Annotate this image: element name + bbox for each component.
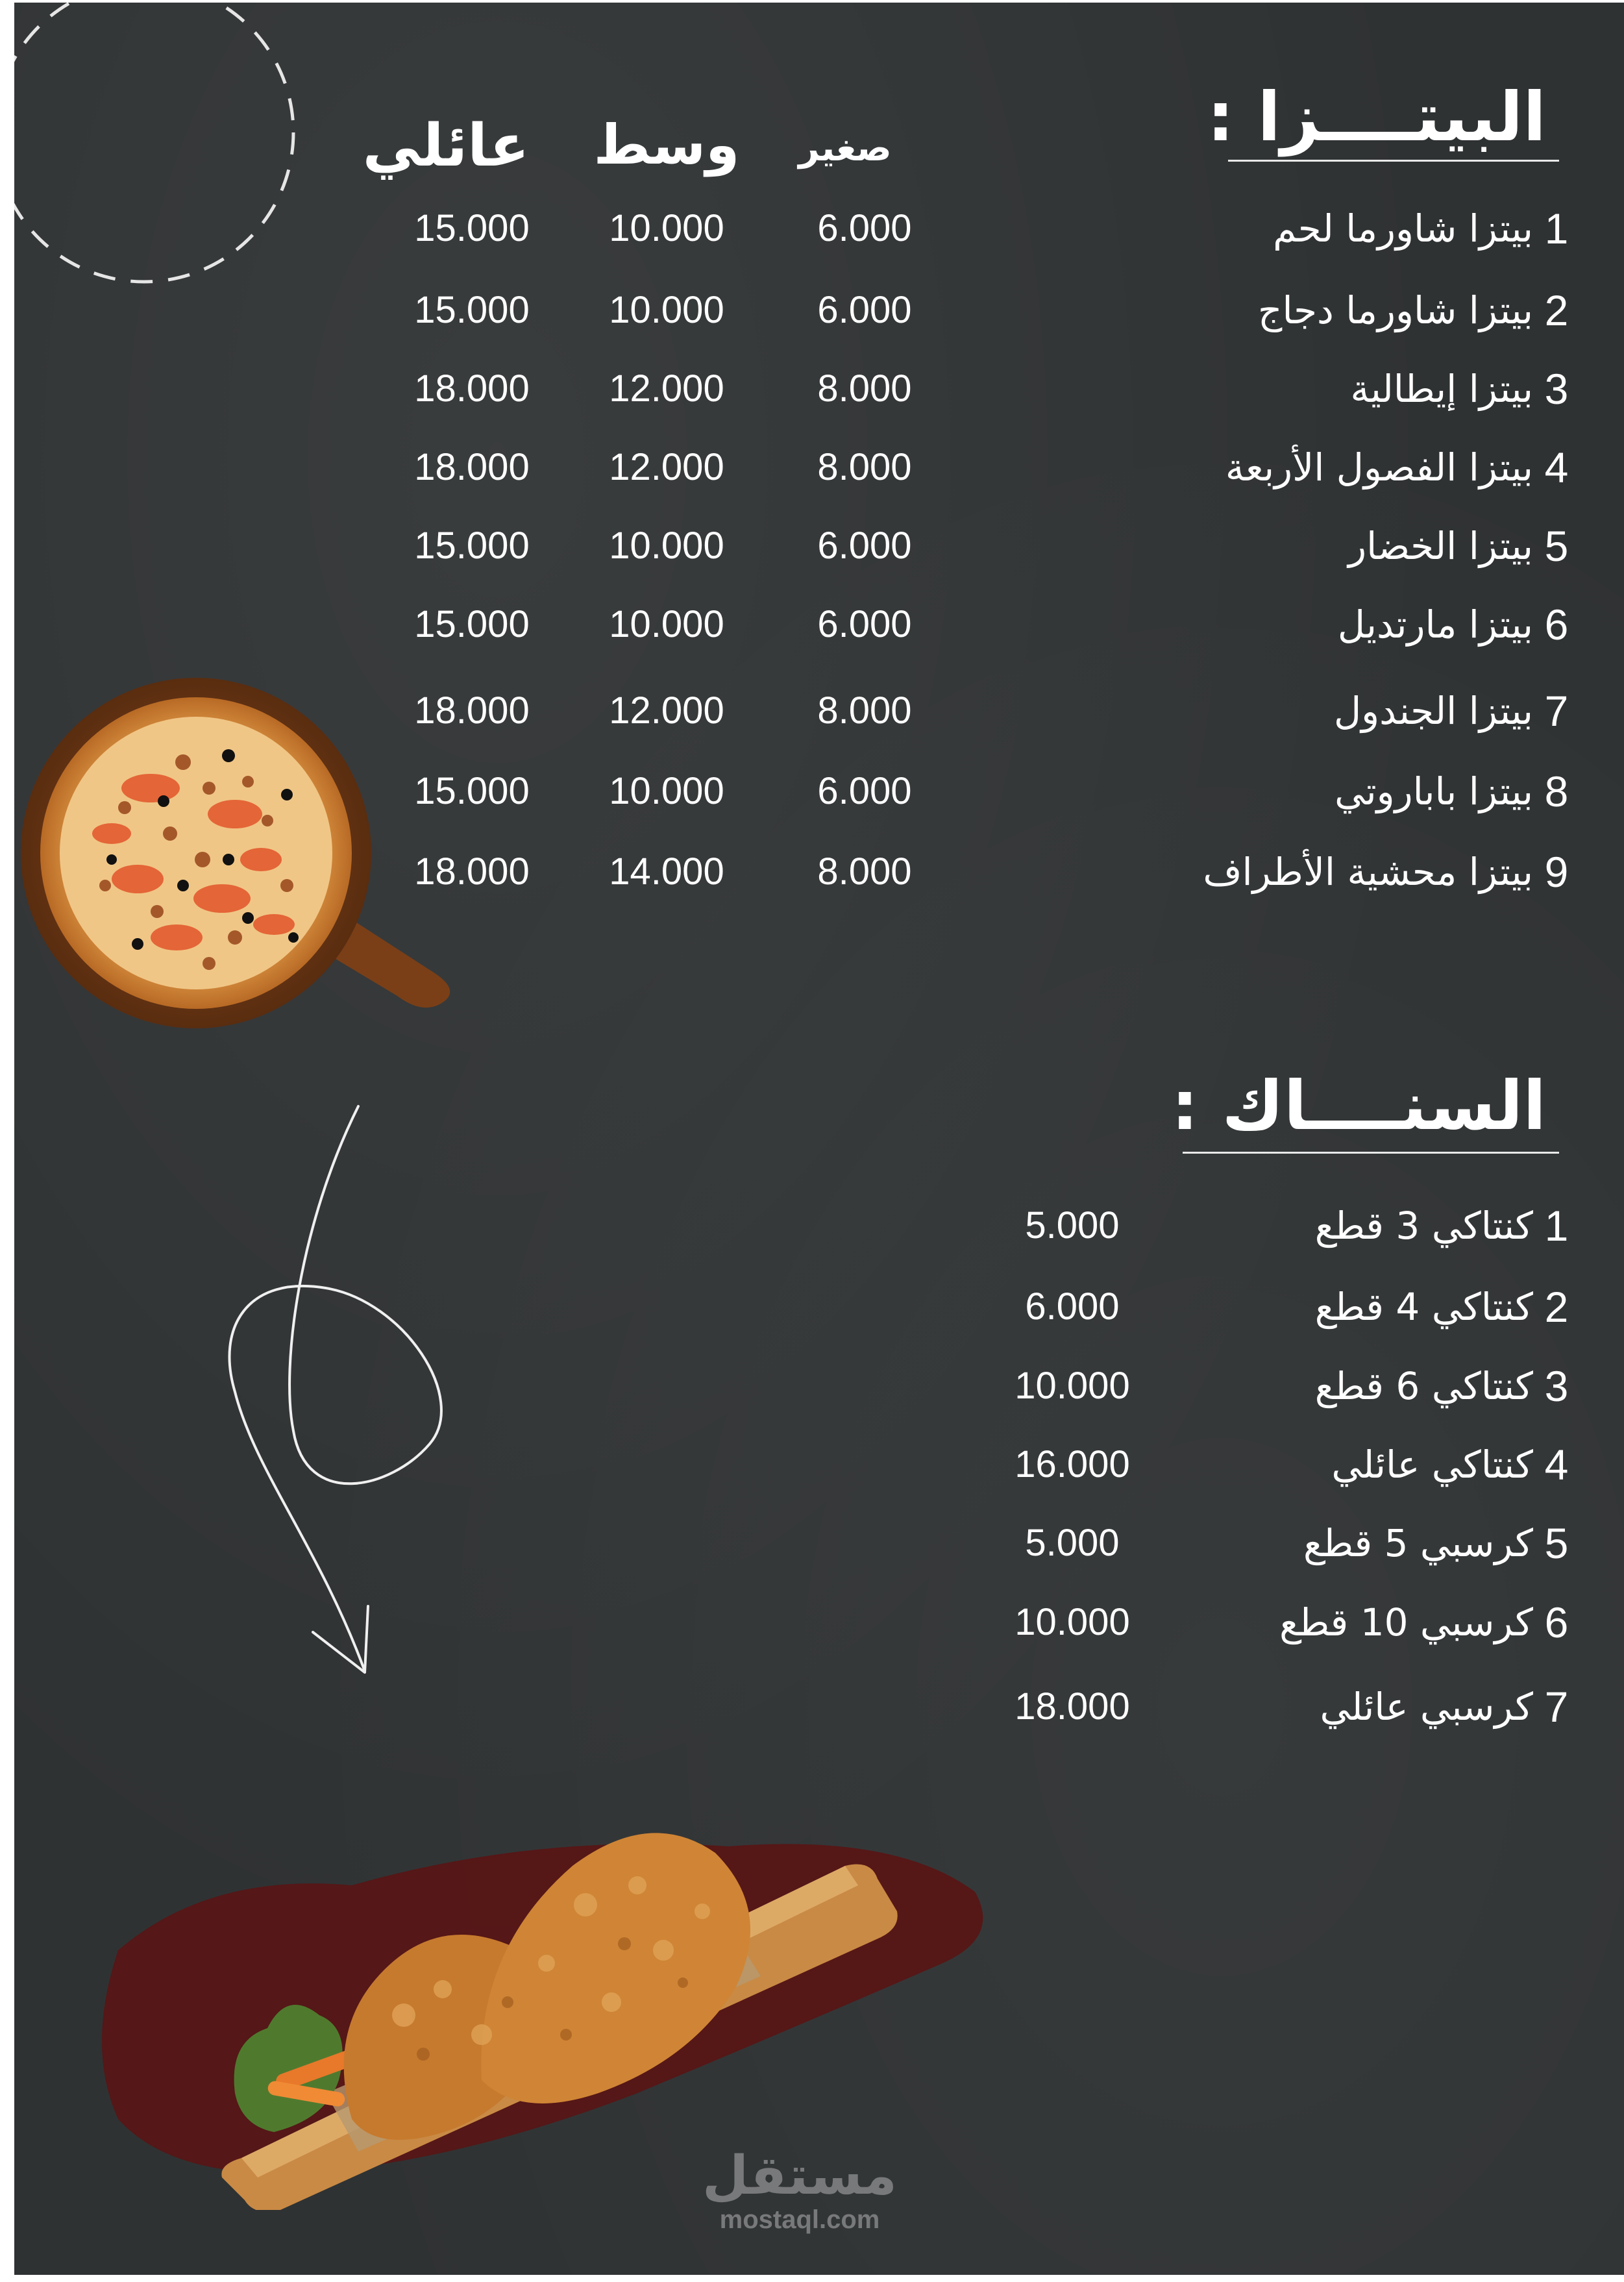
snack-section-title: السنــــاك :: [1171, 1066, 1546, 1145]
price-family: 18.000: [414, 689, 530, 732]
price-small: 6.000: [817, 289, 912, 331]
price-small: 8.000: [817, 689, 912, 732]
item-number: 6: [1544, 1598, 1569, 1646]
pizza-item-name: بيتزا الفصول الأربعة: [1225, 445, 1533, 490]
price-medium: 10.000: [609, 207, 724, 249]
pizza-item-name: بيتزا مارتديل: [1337, 602, 1533, 647]
price-medium: 14.000: [609, 850, 724, 893]
price-small: 6.000: [817, 603, 912, 645]
price-family: 18.000: [414, 367, 530, 410]
snack-title-underline: [1183, 1152, 1559, 1154]
menu-poster: [14, 3, 1624, 2275]
price-family: 15.000: [414, 770, 530, 812]
price-small: 6.000: [817, 770, 912, 812]
item-number: 5: [1544, 522, 1569, 570]
pizza-item-name: بيتزا الخضار: [1348, 524, 1533, 568]
price-small: 6.000: [817, 525, 912, 567]
item-number: 3: [1544, 365, 1569, 413]
price-family: 15.000: [414, 603, 530, 645]
watermark-url: mostaql.com: [719, 2205, 880, 2234]
price-small: 6.000: [817, 207, 912, 249]
price-medium: 10.000: [609, 603, 724, 645]
pizza-image: [14, 665, 482, 1041]
pizza-item-name: بيتزا إيطالية: [1350, 367, 1533, 411]
price-medium: 12.000: [609, 446, 724, 488]
item-number: 3: [1544, 1362, 1569, 1410]
snack-price: 16.000: [1015, 1443, 1130, 1485]
snack-item-name: كنتاكي 3 قطع: [1314, 1204, 1533, 1248]
item-number: 4: [1544, 443, 1569, 491]
item-number: 2: [1544, 1283, 1569, 1331]
column-header-medium: وسط: [593, 113, 740, 177]
snack-item-name: كنتاكي 6 قطع: [1314, 1364, 1533, 1408]
price-medium: 10.000: [609, 289, 724, 331]
snack-item-name: كنتاكي 4 قطع: [1314, 1285, 1533, 1329]
price-family: 18.000: [414, 850, 530, 893]
item-number: 6: [1544, 601, 1569, 649]
item-number: 7: [1544, 1683, 1569, 1731]
snack-item-name: كرسبي 10 قطع: [1279, 1600, 1533, 1644]
looped-arrow-decoration: [209, 1093, 534, 1691]
item-number: 8: [1544, 767, 1569, 815]
snack-price: 10.000: [1015, 1365, 1130, 1407]
price-small: 8.000: [817, 850, 912, 893]
price-medium: 10.000: [609, 525, 724, 567]
column-header-small: صغير: [798, 127, 892, 169]
price-family: 15.000: [414, 289, 530, 331]
pizza-item-name: بيتزا شاورما دجاج: [1258, 288, 1533, 332]
item-number: 5: [1544, 1519, 1569, 1567]
price-medium: 12.000: [609, 367, 724, 410]
item-number: 4: [1544, 1441, 1569, 1489]
pizza-title-underline: [1228, 160, 1559, 162]
item-number: 9: [1544, 848, 1569, 896]
price-family: 15.000: [414, 207, 530, 249]
price-small: 8.000: [817, 446, 912, 488]
price-family: 18.000: [414, 446, 530, 488]
snack-item-name: كرسبي عائلي: [1320, 1685, 1533, 1729]
snack-item-name: كرسبي 5 قطع: [1303, 1521, 1533, 1565]
pizza-item-name: بيتزا باباروتي: [1335, 769, 1533, 813]
pizza-item-name: بيتزا شاورما لحم: [1273, 206, 1533, 251]
pizza-section-title: البيتــــزا :: [1207, 77, 1546, 156]
dashed-circle-decoration: [14, 3, 319, 340]
price-family: 15.000: [414, 525, 530, 567]
item-number: 1: [1544, 205, 1569, 253]
snack-price: 5.000: [1025, 1204, 1120, 1246]
snack-price: 10.000: [1015, 1601, 1130, 1643]
price-small: 8.000: [817, 367, 912, 410]
column-header-family: عائلي: [362, 112, 530, 180]
item-number: 7: [1544, 687, 1569, 735]
pizza-item-name: بيتزا محشية الأطراف: [1203, 850, 1533, 894]
snack-price: 18.000: [1015, 1685, 1130, 1728]
fried-chicken-image: [79, 1755, 1020, 2210]
snack-item-name: كنتاكي عائلي: [1331, 1443, 1533, 1487]
pizza-item-name: بيتزا الجندول: [1333, 689, 1533, 733]
item-number: 2: [1544, 286, 1569, 334]
watermark-logo-arabic: مستقل: [702, 2145, 897, 2207]
price-medium: 12.000: [609, 689, 724, 732]
price-medium: 10.000: [609, 770, 724, 812]
item-number: 1: [1544, 1202, 1569, 1250]
snack-price: 6.000: [1025, 1285, 1120, 1328]
snack-price: 5.000: [1025, 1522, 1120, 1564]
